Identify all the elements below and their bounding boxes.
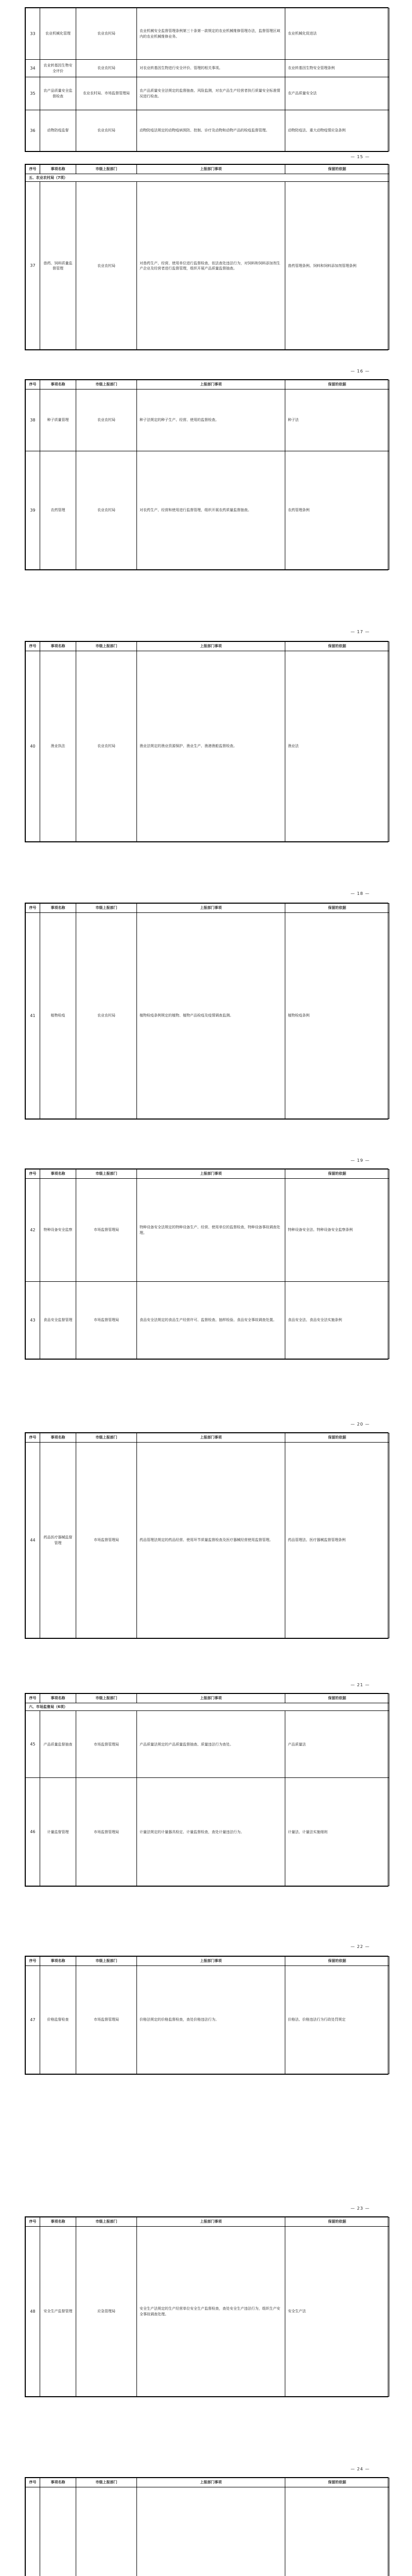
section-row <box>26 174 389 182</box>
row-name: 农药管理 <box>40 451 76 570</box>
items-table <box>25 2478 389 2576</box>
table-row <box>26 913 389 1119</box>
items-table <box>25 2217 389 2397</box>
row-name: 计量监督管理 <box>40 1778 76 1886</box>
row-category: 农业农村局 <box>76 913 137 1119</box>
table-header <box>26 2217 389 2227</box>
row-no: 42 <box>26 1179 40 1282</box>
row-name <box>40 2487 76 2576</box>
header-list: 上报部门事项 <box>137 2478 285 2487</box>
header-name: 事项名称 <box>40 1694 76 1703</box>
row-category: 应急管理局 <box>76 2227 137 2397</box>
row-category: 农业农村局 <box>76 8 137 60</box>
items-table <box>25 8 389 151</box>
row-category: 农业农村局 <box>76 60 137 77</box>
row-basis: 兽药管理条例、饲料和饲料添加剂管理条例 <box>285 182 389 350</box>
row-name: 农产品质量安全监督检查 <box>40 77 76 110</box>
header-category: 市级上报部门 <box>76 2217 137 2227</box>
header-basis: 保留的依据 <box>285 1433 389 1443</box>
table-sheet-10 <box>25 2216 388 2397</box>
row-basis: 农业转基因生物安全管理条例 <box>285 60 389 77</box>
header-category: 市级上报部门 <box>76 1957 137 1966</box>
row-no: 39 <box>26 451 40 570</box>
row-basis: 动物防疫法、重大动物疫情应急条例 <box>285 110 389 151</box>
table-header <box>26 1957 389 1966</box>
row-no: 44 <box>26 1443 40 1638</box>
table-row <box>26 1443 389 1638</box>
row-basis <box>285 2487 389 2576</box>
row-name: 兽药、饲料质量监督管理 <box>40 182 76 350</box>
page-number: — 18 — <box>350 891 370 896</box>
row-list: 动物防疫法规定的动物疫病预防、控制、诊疗及动物和动物产品的检疫监督管理。 <box>137 110 285 151</box>
row-no: 41 <box>26 913 40 1119</box>
table-sheet-6 <box>25 1168 388 1360</box>
header-name: 事项名称 <box>40 2217 76 2227</box>
page-number: — 24 — <box>350 2467 370 2471</box>
row-basis: 药品管理法、医疗器械监督管理条例 <box>285 1443 389 1638</box>
row-no: 48 <box>26 2227 40 2397</box>
header-no: 序号 <box>26 380 40 389</box>
table-row <box>26 451 389 570</box>
row-list: 对农业转基因生物进行安全评价、管理的相关事项。 <box>137 60 285 77</box>
section-title: 六、市场监督局（6项） <box>26 1703 389 1711</box>
table-row <box>26 1179 389 1282</box>
items-table <box>25 380 389 570</box>
row-name: 特种设备安全监察 <box>40 1179 76 1282</box>
row-basis: 价格法、价格违法行为行政处罚规定 <box>285 1966 389 2074</box>
row-no: 43 <box>26 1282 40 1359</box>
header-category: 市级上报部门 <box>76 165 137 174</box>
row-list: 农产品质量安全法规定的监督抽查、风险监测，对农产品生产经营者执行质量安全标准情况进行检查。 <box>137 77 285 110</box>
header-basis: 保留的依据 <box>285 642 389 651</box>
table-row <box>26 2227 389 2397</box>
header-category: 市级上报部门 <box>76 380 137 389</box>
row-list: 安全生产法规定的生产经营单位安全生产监督检查，查处安全生产违法行为，组织生产安全事故调查处理。 <box>137 2227 285 2397</box>
row-no <box>26 2487 40 2576</box>
table-sheet-5 <box>25 903 388 1120</box>
row-basis: 特种设备安全法、特种设备安全监察条例 <box>285 1179 389 1282</box>
row-category: 市场监督管理局 <box>76 1966 137 2074</box>
row-name: 产品质量监督抽查 <box>40 1711 76 1778</box>
table-sheet-8 <box>25 1693 388 1887</box>
table-header <box>26 642 389 651</box>
table-row <box>26 77 389 110</box>
row-category: 市场监督管理局 <box>76 1778 137 1886</box>
page-number: — 16 — <box>350 369 370 374</box>
header-category: 市级上报部门 <box>76 2478 137 2487</box>
row-name: 药品医疗器械监督管理 <box>40 1443 76 1638</box>
header-no: 序号 <box>26 165 40 174</box>
row-list: 价格法规定的价格监督检查，查处价格违法行为。 <box>137 1966 285 2074</box>
row-basis: 计量法、计量法实施细则 <box>285 1778 389 1886</box>
items-table <box>25 1956 389 2074</box>
row-basis: 农产品质量安全法 <box>285 77 389 110</box>
header-category: 市级上报部门 <box>76 1433 137 1443</box>
header-list: 上报部门事项 <box>137 1957 285 1966</box>
header-name: 事项名称 <box>40 380 76 389</box>
items-table <box>25 903 389 1119</box>
table-header <box>26 904 389 913</box>
row-basis: 产品质量法 <box>285 1711 389 1778</box>
section-title: 五、农业农村局（7项） <box>26 174 389 182</box>
items-table <box>25 641 389 842</box>
header-no: 序号 <box>26 1694 40 1703</box>
page-number: — 15 — <box>350 155 370 159</box>
row-category: 农业农村局、市场监督管理局 <box>76 77 137 110</box>
header-list: 上报部门事项 <box>137 1694 285 1703</box>
table-sheet-2 <box>25 164 388 350</box>
page-number: — 17 — <box>350 630 370 634</box>
row-name: 种子质量管理 <box>40 389 76 451</box>
row-no: 36 <box>26 110 40 151</box>
page-number: — 20 — <box>350 1422 370 1427</box>
row-name: 农业机械化管理 <box>40 8 76 60</box>
row-no: 47 <box>26 1966 40 2074</box>
table-row <box>26 1966 389 2074</box>
row-list: 对兽药生产、经营、使用单位进行监督检查，依法查处违法行为，对饲料和饲料添加剂生产企业及经营者进行监督管理，组织开展产品质量监督抽查。 <box>137 182 285 350</box>
row-category: 市场监督管理局 <box>76 1282 137 1359</box>
row-list: 药品管理法规定的药品经营、使用环节质量监督检查及医疗器械经营使用监督管理。 <box>137 1443 285 1638</box>
page-number: — 21 — <box>350 1683 370 1687</box>
row-no: 35 <box>26 77 40 110</box>
header-basis: 保留的依据 <box>285 1170 389 1179</box>
items-table <box>25 1169 389 1359</box>
header-basis: 保留的依据 <box>285 904 389 913</box>
table-row <box>26 110 389 151</box>
header-no: 序号 <box>26 1433 40 1443</box>
table-row <box>26 1711 389 1778</box>
row-basis: 食品安全法、食品安全法实施条例 <box>285 1282 389 1359</box>
table-header <box>26 2478 389 2487</box>
table-sheet-1 <box>25 7 388 152</box>
header-name: 事项名称 <box>40 1957 76 1966</box>
row-category <box>76 2487 137 2576</box>
table-sheet-9 <box>25 1956 388 2075</box>
row-name: 安全生产监督管理 <box>40 2227 76 2397</box>
table-header <box>26 380 389 389</box>
row-list: 植物检疫条例规定的植物、植物产品检疫及疫情调查监测。 <box>137 913 285 1119</box>
row-name: 食品安全监督管理 <box>40 1282 76 1359</box>
header-basis: 保留的依据 <box>285 2478 389 2487</box>
header-basis: 保留的依据 <box>285 380 389 389</box>
header-basis: 保留的依据 <box>285 2217 389 2227</box>
header-name: 事项名称 <box>40 165 76 174</box>
row-category: 市场监督管理局 <box>76 1179 137 1282</box>
header-basis: 保留的依据 <box>285 165 389 174</box>
row-no: 33 <box>26 8 40 60</box>
table-row <box>26 8 389 60</box>
table-header <box>26 1433 389 1443</box>
items-table <box>25 1433 389 1638</box>
section-row <box>26 1703 389 1711</box>
row-no: 37 <box>26 182 40 350</box>
header-name: 事项名称 <box>40 642 76 651</box>
table-header <box>26 1170 389 1179</box>
row-list: 特种设备安全法规定的特种设备生产、经营、使用单位的监督检查，特种设备事故调查处理。 <box>137 1179 285 1282</box>
row-category: 市场监督管理局 <box>76 1443 137 1638</box>
row-category: 农业农村局 <box>76 110 137 151</box>
row-category: 农业农村局 <box>76 451 137 570</box>
header-category: 市级上报部门 <box>76 904 137 913</box>
header-basis: 保留的依据 <box>285 1957 389 1966</box>
page-number: — 23 — <box>350 2206 370 2211</box>
header-no: 序号 <box>26 904 40 913</box>
page-number: — 19 — <box>350 1158 370 1163</box>
header-name: 事项名称 <box>40 904 76 913</box>
row-basis: 植物检疫条例 <box>285 913 389 1119</box>
row-list <box>137 2487 285 2576</box>
header-basis: 保留的依据 <box>285 1694 389 1703</box>
table-row <box>26 651 389 842</box>
row-no: 38 <box>26 389 40 451</box>
table-row <box>26 1778 389 1886</box>
row-name: 农业转基因生物安全评价 <box>40 60 76 77</box>
header-no: 序号 <box>26 1957 40 1966</box>
page-number: — 22 — <box>350 1944 370 1949</box>
header-list: 上报部门事项 <box>137 380 285 389</box>
row-name: 植物检疫 <box>40 913 76 1119</box>
row-category: 农业农村局 <box>76 182 137 350</box>
table-sheet-3 <box>25 379 388 570</box>
row-basis: 农药管理条例 <box>285 451 389 570</box>
row-name: 价格监督检查 <box>40 1966 76 2074</box>
row-list: 农业机械安全监督管理条例第三十条第一款规定的农业机械维修管理办法，监督管理区域内的农业机械维修业务。 <box>137 8 285 60</box>
row-list: 对农药生产、经营和使用进行监督管理，组织开展农药质量监督抽查。 <box>137 451 285 570</box>
table-sheet-11 <box>25 2477 388 2576</box>
header-name: 事项名称 <box>40 2478 76 2487</box>
header-category: 市级上报部门 <box>76 1170 137 1179</box>
row-name: 渔业执法 <box>40 651 76 842</box>
row-list: 渔业法规定的渔业资源保护、渔业生产、渔港渔船监督检查。 <box>137 651 285 842</box>
table-row <box>26 2487 389 2576</box>
table-row <box>26 389 389 451</box>
header-no: 序号 <box>26 2478 40 2487</box>
row-basis: 种子法 <box>285 389 389 451</box>
row-basis: 安全生产法 <box>285 2227 389 2397</box>
header-no: 序号 <box>26 2217 40 2227</box>
table-header <box>26 1694 389 1703</box>
row-no: 46 <box>26 1778 40 1886</box>
header-list: 上报部门事项 <box>137 1170 285 1179</box>
header-list: 上报部门事项 <box>137 2217 285 2227</box>
row-list: 计量法规定的计量器具检定、计量监督检查，查处计量违法行为。 <box>137 1778 285 1886</box>
header-name: 事项名称 <box>40 1170 76 1179</box>
row-no: 40 <box>26 651 40 842</box>
row-category: 农业农村局 <box>76 651 137 842</box>
row-category: 市场监督管理局 <box>76 1711 137 1778</box>
table-sheet-7 <box>25 1432 388 1639</box>
table-row <box>26 182 389 350</box>
row-category: 农业农村局 <box>76 389 137 451</box>
header-name: 事项名称 <box>40 1433 76 1443</box>
table-sheet-4 <box>25 641 388 842</box>
row-list: 产品质量法规定的产品质量监督抽查、质量违法行为查处。 <box>137 1711 285 1778</box>
row-basis: 渔业法 <box>285 651 389 842</box>
row-basis: 农业机械化促进法 <box>285 8 389 60</box>
table-header <box>26 165 389 174</box>
header-list: 上报部门事项 <box>137 642 285 651</box>
row-no: 45 <box>26 1711 40 1778</box>
header-no: 序号 <box>26 642 40 651</box>
table-row <box>26 60 389 77</box>
items-table <box>25 1693 389 1886</box>
row-name: 动物防疫监督 <box>40 110 76 151</box>
table-row <box>26 1282 389 1359</box>
header-category: 市级上报部门 <box>76 642 137 651</box>
header-list: 上报部门事项 <box>137 904 285 913</box>
header-no: 序号 <box>26 1170 40 1179</box>
items-table <box>25 164 389 350</box>
header-category: 市级上报部门 <box>76 1694 137 1703</box>
row-no: 34 <box>26 60 40 77</box>
row-list: 食品安全法规定的食品生产经营许可、监督检查、抽样检验、食品安全事故调查处置。 <box>137 1282 285 1359</box>
header-list: 上报部门事项 <box>137 165 285 174</box>
row-list: 种子法规定的种子生产、经营、使用的监督检查。 <box>137 389 285 451</box>
header-list: 上报部门事项 <box>137 1433 285 1443</box>
